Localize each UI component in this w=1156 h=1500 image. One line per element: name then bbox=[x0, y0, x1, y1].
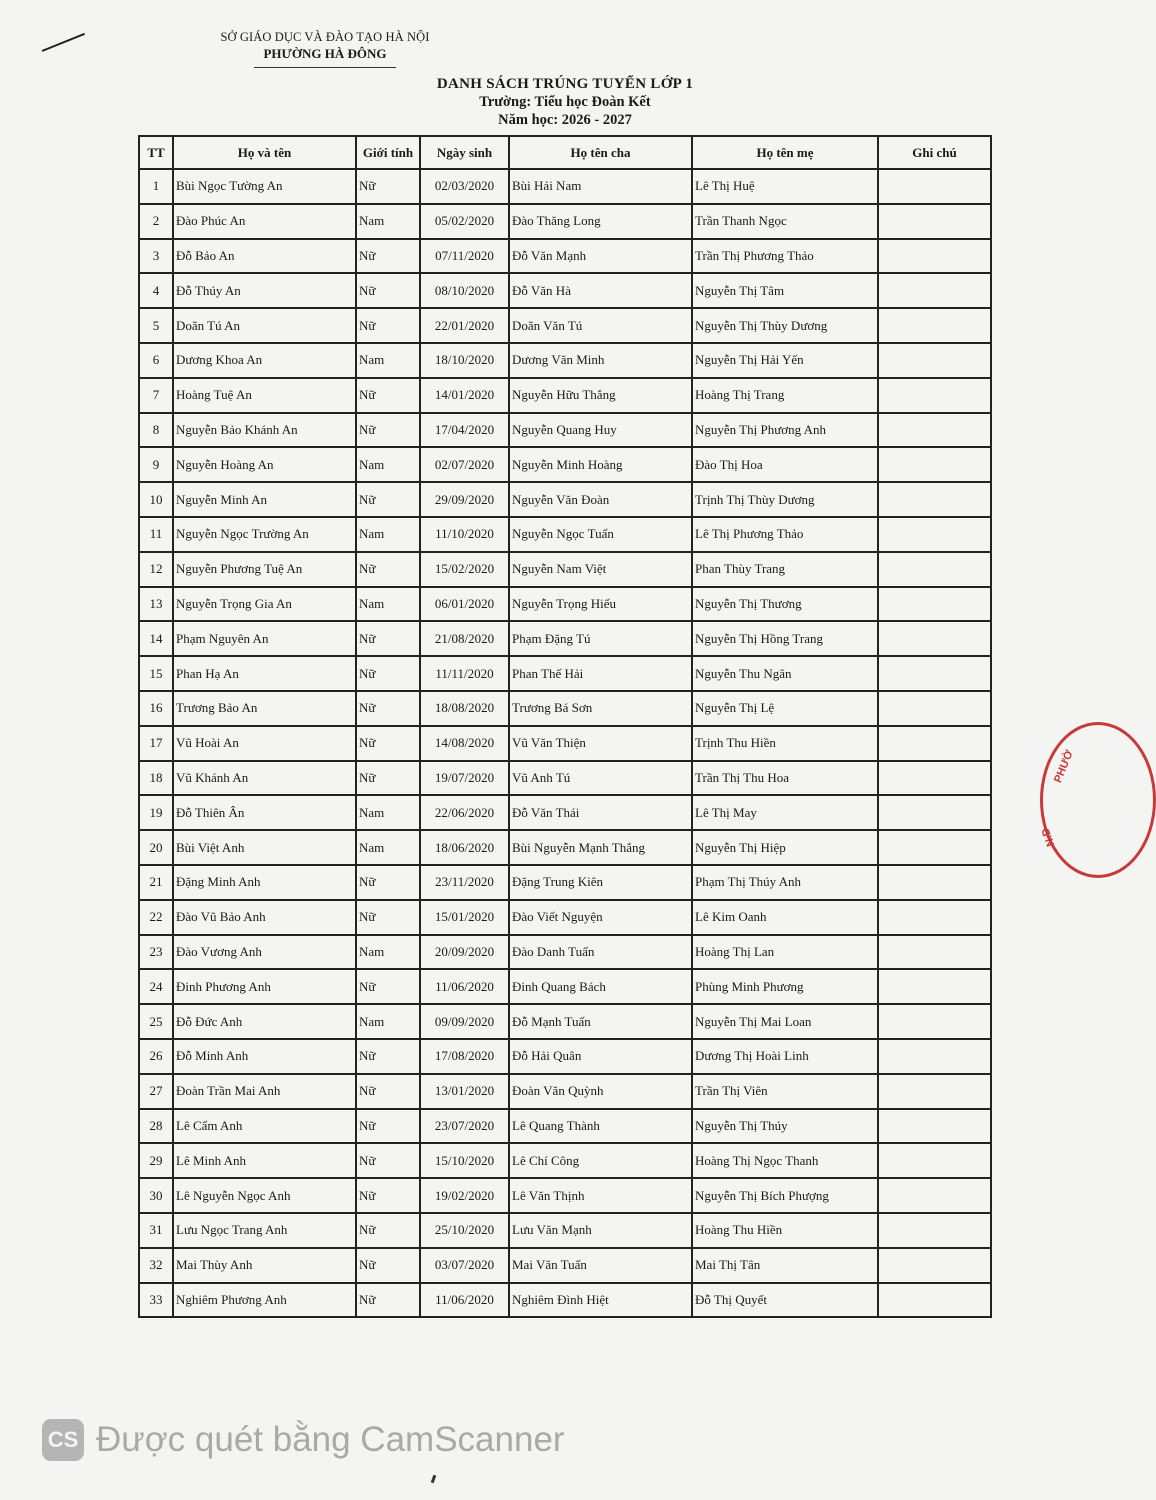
cell-birth-date: 14/01/2020 bbox=[420, 378, 509, 413]
cell-mother-name: Trần Thị Thu Hoa bbox=[692, 761, 878, 796]
cell-tt: 10 bbox=[139, 482, 173, 517]
cell-note bbox=[878, 552, 991, 587]
cell-gender: Nữ bbox=[356, 691, 420, 726]
cell-tt: 19 bbox=[139, 795, 173, 830]
cell-student-name: Nguyễn Phương Tuệ An bbox=[173, 552, 356, 587]
cell-tt: 11 bbox=[139, 517, 173, 552]
table-row bbox=[139, 1248, 991, 1283]
table-row bbox=[139, 447, 991, 482]
table-row bbox=[139, 621, 991, 656]
cell-birth-date: 17/08/2020 bbox=[420, 1039, 509, 1074]
cell-father-name: Vũ Văn Thiện bbox=[509, 726, 692, 761]
cell-tt: 12 bbox=[139, 552, 173, 587]
cell-birth-date: 07/11/2020 bbox=[420, 239, 509, 274]
cell-note bbox=[878, 656, 991, 691]
cell-tt: 32 bbox=[139, 1248, 173, 1283]
cell-student-name: Bùi Việt Anh bbox=[173, 830, 356, 865]
table-row bbox=[139, 587, 991, 622]
cell-gender: Nam bbox=[356, 935, 420, 970]
cell-gender: Nữ bbox=[356, 761, 420, 796]
cell-birth-date: 18/10/2020 bbox=[420, 343, 509, 378]
cell-note bbox=[878, 865, 991, 900]
cell-mother-name: Nguyễn Thị Phương Anh bbox=[692, 413, 878, 448]
cell-note bbox=[878, 378, 991, 413]
cell-mother-name: Trần Thị Viên bbox=[692, 1074, 878, 1109]
table-row bbox=[139, 1283, 991, 1318]
cell-student-name: Nguyễn Ngọc Trường An bbox=[173, 517, 356, 552]
header-underline bbox=[254, 67, 396, 68]
cell-mother-name: Nguyễn Thu Ngân bbox=[692, 656, 878, 691]
cell-mother-name: Phạm Thị Thúy Anh bbox=[692, 865, 878, 900]
cell-mother-name: Nguyễn Thị Lệ bbox=[692, 691, 878, 726]
cell-mother-name: Nguyễn Thị Tâm bbox=[692, 273, 878, 308]
cell-note bbox=[878, 1109, 991, 1144]
cell-note bbox=[878, 447, 991, 482]
cell-note bbox=[878, 587, 991, 622]
cell-gender: Nữ bbox=[356, 308, 420, 343]
cell-tt: 18 bbox=[139, 761, 173, 796]
cell-tt: 9 bbox=[139, 447, 173, 482]
cell-birth-date: 11/11/2020 bbox=[420, 656, 509, 691]
cell-note bbox=[878, 1248, 991, 1283]
cell-note bbox=[878, 1213, 991, 1248]
cell-tt: 30 bbox=[139, 1178, 173, 1213]
cell-father-name: Trương Bá Sơn bbox=[509, 691, 692, 726]
cell-student-name: Nguyễn Trọng Gia An bbox=[173, 587, 356, 622]
cell-student-name: Đỗ Đức Anh bbox=[173, 1004, 356, 1039]
cell-gender: Nữ bbox=[356, 1213, 420, 1248]
cell-note bbox=[878, 413, 991, 448]
issuing-authority bbox=[200, 30, 450, 68]
cell-gender: Nữ bbox=[356, 726, 420, 761]
cell-birth-date: 09/09/2020 bbox=[420, 1004, 509, 1039]
pen-mark bbox=[42, 33, 85, 52]
cell-gender: Nam bbox=[356, 517, 420, 552]
cell-mother-name: Trần Thanh Ngọc bbox=[692, 204, 878, 239]
cell-birth-date: 02/03/2020 bbox=[420, 169, 509, 204]
cell-tt: 21 bbox=[139, 865, 173, 900]
cell-birth-date: 23/11/2020 bbox=[420, 865, 509, 900]
cell-gender: Nữ bbox=[356, 656, 420, 691]
cell-tt: 25 bbox=[139, 1004, 173, 1039]
cell-father-name: Nguyễn Quang Huy bbox=[509, 413, 692, 448]
cell-note bbox=[878, 761, 991, 796]
table-header-row bbox=[139, 136, 991, 169]
cell-gender: Nữ bbox=[356, 482, 420, 517]
cell-father-name: Vũ Anh Tú bbox=[509, 761, 692, 796]
cell-student-name: Lê Cẩm Anh bbox=[173, 1109, 356, 1144]
cell-gender: Nữ bbox=[356, 621, 420, 656]
cell-student-name: Đỗ Minh Anh bbox=[173, 1039, 356, 1074]
cell-birth-date: 03/07/2020 bbox=[420, 1248, 509, 1283]
cell-student-name: Dương Khoa An bbox=[173, 343, 356, 378]
cell-note bbox=[878, 969, 991, 1004]
cell-gender: Nam bbox=[356, 830, 420, 865]
cell-note bbox=[878, 517, 991, 552]
cell-birth-date: 18/06/2020 bbox=[420, 830, 509, 865]
table-row bbox=[139, 969, 991, 1004]
cell-birth-date: 11/06/2020 bbox=[420, 1283, 509, 1318]
cell-student-name: Bùi Ngọc Tường An bbox=[173, 169, 356, 204]
cell-mother-name: Nguyễn Thị Mai Loan bbox=[692, 1004, 878, 1039]
table-row bbox=[139, 413, 991, 448]
cell-gender: Nam bbox=[356, 1004, 420, 1039]
cell-note bbox=[878, 273, 991, 308]
cell-mother-name: Đào Thị Hoa bbox=[692, 447, 878, 482]
table-row bbox=[139, 761, 991, 796]
cell-father-name: Mai Văn Tuấn bbox=[509, 1248, 692, 1283]
cell-tt: 3 bbox=[139, 239, 173, 274]
cell-gender: Nữ bbox=[356, 900, 420, 935]
table-row bbox=[139, 1143, 991, 1178]
cell-tt: 15 bbox=[139, 656, 173, 691]
cell-mother-name: Trịnh Thu Hiền bbox=[692, 726, 878, 761]
cell-student-name: Nguyễn Minh An bbox=[173, 482, 356, 517]
cell-note bbox=[878, 726, 991, 761]
cell-mother-name: Nguyễn Thị Hải Yến bbox=[692, 343, 878, 378]
cell-note bbox=[878, 482, 991, 517]
cell-student-name: Nghiêm Phương Anh bbox=[173, 1283, 356, 1318]
cell-mother-name: Lê Thị Phương Thảo bbox=[692, 517, 878, 552]
cell-note bbox=[878, 621, 991, 656]
table-row bbox=[139, 343, 991, 378]
cell-gender: Nam bbox=[356, 447, 420, 482]
cell-student-name: Nguyễn Hoàng An bbox=[173, 447, 356, 482]
camscanner-watermark bbox=[42, 1418, 565, 1462]
cell-father-name: Đinh Quang Bách bbox=[509, 969, 692, 1004]
cell-mother-name: Hoàng Thị Ngọc Thanh bbox=[692, 1143, 878, 1178]
cell-note bbox=[878, 1178, 991, 1213]
table-row bbox=[139, 935, 991, 970]
cell-mother-name: Nguyễn Thị Bích Phượng bbox=[692, 1178, 878, 1213]
cell-note bbox=[878, 830, 991, 865]
cell-father-name: Lưu Văn Mạnh bbox=[509, 1213, 692, 1248]
cell-birth-date: 11/10/2020 bbox=[420, 517, 509, 552]
table-row bbox=[139, 900, 991, 935]
cell-tt: 5 bbox=[139, 308, 173, 343]
cell-gender: Nữ bbox=[356, 1109, 420, 1144]
cell-note bbox=[878, 900, 991, 935]
table-row bbox=[139, 308, 991, 343]
cell-student-name: Lê Nguyễn Ngọc Anh bbox=[173, 1178, 356, 1213]
cell-birth-date: 25/10/2020 bbox=[420, 1213, 509, 1248]
table-row bbox=[139, 1074, 991, 1109]
cell-father-name: Lê Quang Thành bbox=[509, 1109, 692, 1144]
cell-father-name: Đỗ Văn Thái bbox=[509, 795, 692, 830]
cell-tt: 6 bbox=[139, 343, 173, 378]
cell-student-name: Đào Phúc An bbox=[173, 204, 356, 239]
cell-mother-name: Lê Kim Oanh bbox=[692, 900, 878, 935]
cell-father-name: Nguyễn Minh Hoàng bbox=[509, 447, 692, 482]
cell-birth-date: 06/01/2020 bbox=[420, 587, 509, 622]
cell-student-name: Vũ Hoài An bbox=[173, 726, 356, 761]
cell-tt: 24 bbox=[139, 969, 173, 1004]
cell-tt: 23 bbox=[139, 935, 173, 970]
table-row bbox=[139, 204, 991, 239]
table-row bbox=[139, 169, 991, 204]
cell-mother-name: Dương Thị Hoài Linh bbox=[692, 1039, 878, 1074]
cell-gender: Nữ bbox=[356, 413, 420, 448]
cell-tt: 8 bbox=[139, 413, 173, 448]
cell-father-name: Nghiêm Đình Hiệt bbox=[509, 1283, 692, 1318]
cell-father-name: Nguyễn Hữu Thắng bbox=[509, 378, 692, 413]
cell-birth-date: 13/01/2020 bbox=[420, 1074, 509, 1109]
column-header: Giới tính bbox=[356, 136, 420, 169]
cell-birth-date: 19/02/2020 bbox=[420, 1178, 509, 1213]
table-row bbox=[139, 378, 991, 413]
cell-mother-name: Hoàng Thị Lan bbox=[692, 935, 878, 970]
cell-student-name: Đỗ Thúy An bbox=[173, 273, 356, 308]
cell-student-name: Lê Minh Anh bbox=[173, 1143, 356, 1178]
cell-student-name: Hoàng Tuệ An bbox=[173, 378, 356, 413]
cell-birth-date: 21/08/2020 bbox=[420, 621, 509, 656]
cell-father-name: Bùi Nguyễn Mạnh Thắng bbox=[509, 830, 692, 865]
table-row bbox=[139, 726, 991, 761]
cell-gender: Nữ bbox=[356, 1143, 420, 1178]
cell-mother-name: Nguyễn Thị Thùy Dương bbox=[692, 308, 878, 343]
cell-birth-date: 15/01/2020 bbox=[420, 900, 509, 935]
cell-birth-date: 20/09/2020 bbox=[420, 935, 509, 970]
cell-father-name: Đào Danh Tuấn bbox=[509, 935, 692, 970]
cell-tt: 17 bbox=[139, 726, 173, 761]
cell-father-name: Đỗ Mạnh Tuấn bbox=[509, 1004, 692, 1039]
table-row bbox=[139, 1109, 991, 1144]
table-row bbox=[139, 1178, 991, 1213]
cell-student-name: Đỗ Thiên Ân bbox=[173, 795, 356, 830]
cell-note bbox=[878, 691, 991, 726]
cell-note bbox=[878, 1143, 991, 1178]
table-row bbox=[139, 517, 991, 552]
cell-note bbox=[878, 1074, 991, 1109]
school-name: Trường: Tiểu học Đoàn Kết bbox=[479, 94, 651, 110]
cell-mother-name: Trần Thị Phương Thảo bbox=[692, 239, 878, 274]
table-row bbox=[139, 239, 991, 274]
cell-father-name: Dương Văn Minh bbox=[509, 343, 692, 378]
cell-father-name: Đoàn Văn Quỳnh bbox=[509, 1074, 692, 1109]
table-row bbox=[139, 795, 991, 830]
cell-student-name: Đinh Phương Anh bbox=[173, 969, 356, 1004]
table-row bbox=[139, 656, 991, 691]
table-row bbox=[139, 1213, 991, 1248]
cell-father-name: Doãn Văn Tú bbox=[509, 308, 692, 343]
table-row bbox=[139, 691, 991, 726]
table-row bbox=[139, 482, 991, 517]
cell-father-name: Đỗ Văn Mạnh bbox=[509, 239, 692, 274]
column-header: Ngày sinh bbox=[420, 136, 509, 169]
cell-father-name: Nguyễn Nam Việt bbox=[509, 552, 692, 587]
cell-mother-name: Nguyễn Thị Thương bbox=[692, 587, 878, 622]
column-header: Ghi chú bbox=[878, 136, 991, 169]
ward-name: PHƯỜNG HÀ ĐÔNG bbox=[263, 46, 387, 61]
cell-tt: 16 bbox=[139, 691, 173, 726]
cell-student-name: Phạm Nguyên An bbox=[173, 621, 356, 656]
cell-gender: Nam bbox=[356, 587, 420, 622]
cell-note bbox=[878, 204, 991, 239]
cell-gender: Nữ bbox=[356, 1178, 420, 1213]
cell-gender: Nam bbox=[356, 204, 420, 239]
cell-tt: 4 bbox=[139, 273, 173, 308]
cell-gender: Nữ bbox=[356, 1039, 420, 1074]
column-header: Họ và tên bbox=[173, 136, 356, 169]
scan-speck bbox=[431, 1475, 437, 1484]
column-header: Họ tên mẹ bbox=[692, 136, 878, 169]
cell-student-name: Nguyễn Bảo Khánh An bbox=[173, 413, 356, 448]
cell-birth-date: 18/08/2020 bbox=[420, 691, 509, 726]
cell-student-name: Lưu Ngọc Trang Anh bbox=[173, 1213, 356, 1248]
cell-gender: Nam bbox=[356, 795, 420, 830]
cell-student-name: Đỗ Bảo An bbox=[173, 239, 356, 274]
cell-student-name: Đào Vương Anh bbox=[173, 935, 356, 970]
cell-gender: Nữ bbox=[356, 169, 420, 204]
admission-table bbox=[138, 135, 992, 1318]
school-year: Năm học: 2026 - 2027 bbox=[498, 112, 632, 128]
cell-birth-date: 08/10/2020 bbox=[420, 273, 509, 308]
cell-father-name: Đỗ Văn Hà bbox=[509, 273, 692, 308]
cell-birth-date: 15/10/2020 bbox=[420, 1143, 509, 1178]
cell-birth-date: 23/07/2020 bbox=[420, 1109, 509, 1144]
cell-note bbox=[878, 795, 991, 830]
column-header: Họ tên cha bbox=[509, 136, 692, 169]
cell-birth-date: 14/08/2020 bbox=[420, 726, 509, 761]
cell-gender: Nữ bbox=[356, 239, 420, 274]
table-row bbox=[139, 865, 991, 900]
cell-mother-name: Nguyễn Thị Thúy bbox=[692, 1109, 878, 1144]
cell-gender: Nữ bbox=[356, 969, 420, 1004]
cell-tt: 1 bbox=[139, 169, 173, 204]
cell-note bbox=[878, 1039, 991, 1074]
cell-father-name: Nguyễn Trọng Hiếu bbox=[509, 587, 692, 622]
cell-birth-date: 22/06/2020 bbox=[420, 795, 509, 830]
cell-student-name: Trương Bảo An bbox=[173, 691, 356, 726]
department-name: SỞ GIÁO DỤC VÀ ĐÀO TẠO HÀ NỘI bbox=[220, 30, 430, 44]
cell-student-name: Phan Hạ An bbox=[173, 656, 356, 691]
cell-gender: Nữ bbox=[356, 273, 420, 308]
cell-father-name: Lê Chí Công bbox=[509, 1143, 692, 1178]
cell-tt: 20 bbox=[139, 830, 173, 865]
cell-mother-name: Hoàng Thu Hiền bbox=[692, 1213, 878, 1248]
cell-gender: Nữ bbox=[356, 552, 420, 587]
cell-birth-date: 15/02/2020 bbox=[420, 552, 509, 587]
table-row bbox=[139, 273, 991, 308]
cell-mother-name: Lê Thị May bbox=[692, 795, 878, 830]
cell-birth-date: 02/07/2020 bbox=[420, 447, 509, 482]
cell-student-name: Doãn Tú An bbox=[173, 308, 356, 343]
cell-birth-date: 29/09/2020 bbox=[420, 482, 509, 517]
cell-mother-name: Phùng Minh Phương bbox=[692, 969, 878, 1004]
cell-father-name: Đỗ Hải Quân bbox=[509, 1039, 692, 1074]
cell-gender: Nam bbox=[356, 343, 420, 378]
cell-tt: 28 bbox=[139, 1109, 173, 1144]
watermark-text: Được quét bằng CamScanner bbox=[96, 1420, 565, 1459]
table-row bbox=[139, 1039, 991, 1074]
cell-tt: 31 bbox=[139, 1213, 173, 1248]
cell-birth-date: 05/02/2020 bbox=[420, 204, 509, 239]
cell-gender: Nữ bbox=[356, 1248, 420, 1283]
cell-mother-name: Mai Thị Tân bbox=[692, 1248, 878, 1283]
cell-father-name: Nguyễn Ngọc Tuấn bbox=[509, 517, 692, 552]
cell-note bbox=[878, 239, 991, 274]
cell-student-name: Đào Vũ Bảo Anh bbox=[173, 900, 356, 935]
cell-tt: 2 bbox=[139, 204, 173, 239]
cell-mother-name: Nguyễn Thị Hồng Trang bbox=[692, 621, 878, 656]
table-row bbox=[139, 1004, 991, 1039]
cell-birth-date: 19/07/2020 bbox=[420, 761, 509, 796]
cell-father-name: Đào Viết Nguyện bbox=[509, 900, 692, 935]
cell-tt: 33 bbox=[139, 1283, 173, 1318]
seal-text-bottom: N.D bbox=[1039, 826, 1058, 848]
cell-father-name: Phạm Đặng Tú bbox=[509, 621, 692, 656]
cell-birth-date: 17/04/2020 bbox=[420, 413, 509, 448]
cell-tt: 22 bbox=[139, 900, 173, 935]
cell-tt: 29 bbox=[139, 1143, 173, 1178]
cell-note bbox=[878, 308, 991, 343]
cell-father-name: Đặng Trung Kiên bbox=[509, 865, 692, 900]
cell-gender: Nữ bbox=[356, 865, 420, 900]
cell-mother-name: Nguyễn Thị Hiệp bbox=[692, 830, 878, 865]
cell-father-name: Phan Thế Hải bbox=[509, 656, 692, 691]
cell-father-name: Nguyễn Văn Đoàn bbox=[509, 482, 692, 517]
cell-father-name: Lê Văn Thịnh bbox=[509, 1178, 692, 1213]
table-row bbox=[139, 552, 991, 587]
cell-note bbox=[878, 1004, 991, 1039]
list-heading: DANH SÁCH TRÚNG TUYỂN LỚP 1 bbox=[436, 76, 694, 92]
cell-tt: 13 bbox=[139, 587, 173, 622]
column-header: TT bbox=[139, 136, 173, 169]
camscanner-logo-icon: CS bbox=[42, 1419, 84, 1461]
cell-mother-name: Trịnh Thị Thùy Dương bbox=[692, 482, 878, 517]
cell-tt: 27 bbox=[139, 1074, 173, 1109]
cell-note bbox=[878, 1283, 991, 1318]
document-title bbox=[330, 76, 800, 129]
cell-tt: 14 bbox=[139, 621, 173, 656]
cell-student-name: Đặng Minh Anh bbox=[173, 865, 356, 900]
cell-student-name: Mai Thùy Anh bbox=[173, 1248, 356, 1283]
cell-note bbox=[878, 935, 991, 970]
cell-mother-name: Đỗ Thị Quyết bbox=[692, 1283, 878, 1318]
cell-note bbox=[878, 343, 991, 378]
seal-text-top: PHƯỜ bbox=[1052, 748, 1076, 785]
table-row bbox=[139, 830, 991, 865]
cell-student-name: Đoàn Trần Mai Anh bbox=[173, 1074, 356, 1109]
cell-mother-name: Hoàng Thị Trang bbox=[692, 378, 878, 413]
cell-gender: Nữ bbox=[356, 378, 420, 413]
cell-father-name: Đào Thăng Long bbox=[509, 204, 692, 239]
cell-note bbox=[878, 169, 991, 204]
cell-gender: Nữ bbox=[356, 1283, 420, 1318]
cell-birth-date: 11/06/2020 bbox=[420, 969, 509, 1004]
cell-gender: Nữ bbox=[356, 1074, 420, 1109]
cell-mother-name: Lê Thị Huệ bbox=[692, 169, 878, 204]
cell-mother-name: Phan Thùy Trang bbox=[692, 552, 878, 587]
cell-father-name: Bùi Hải Nam bbox=[509, 169, 692, 204]
cell-birth-date: 22/01/2020 bbox=[420, 308, 509, 343]
cell-student-name: Vũ Khánh An bbox=[173, 761, 356, 796]
official-seal bbox=[1040, 722, 1156, 878]
cell-tt: 7 bbox=[139, 378, 173, 413]
cell-tt: 26 bbox=[139, 1039, 173, 1074]
